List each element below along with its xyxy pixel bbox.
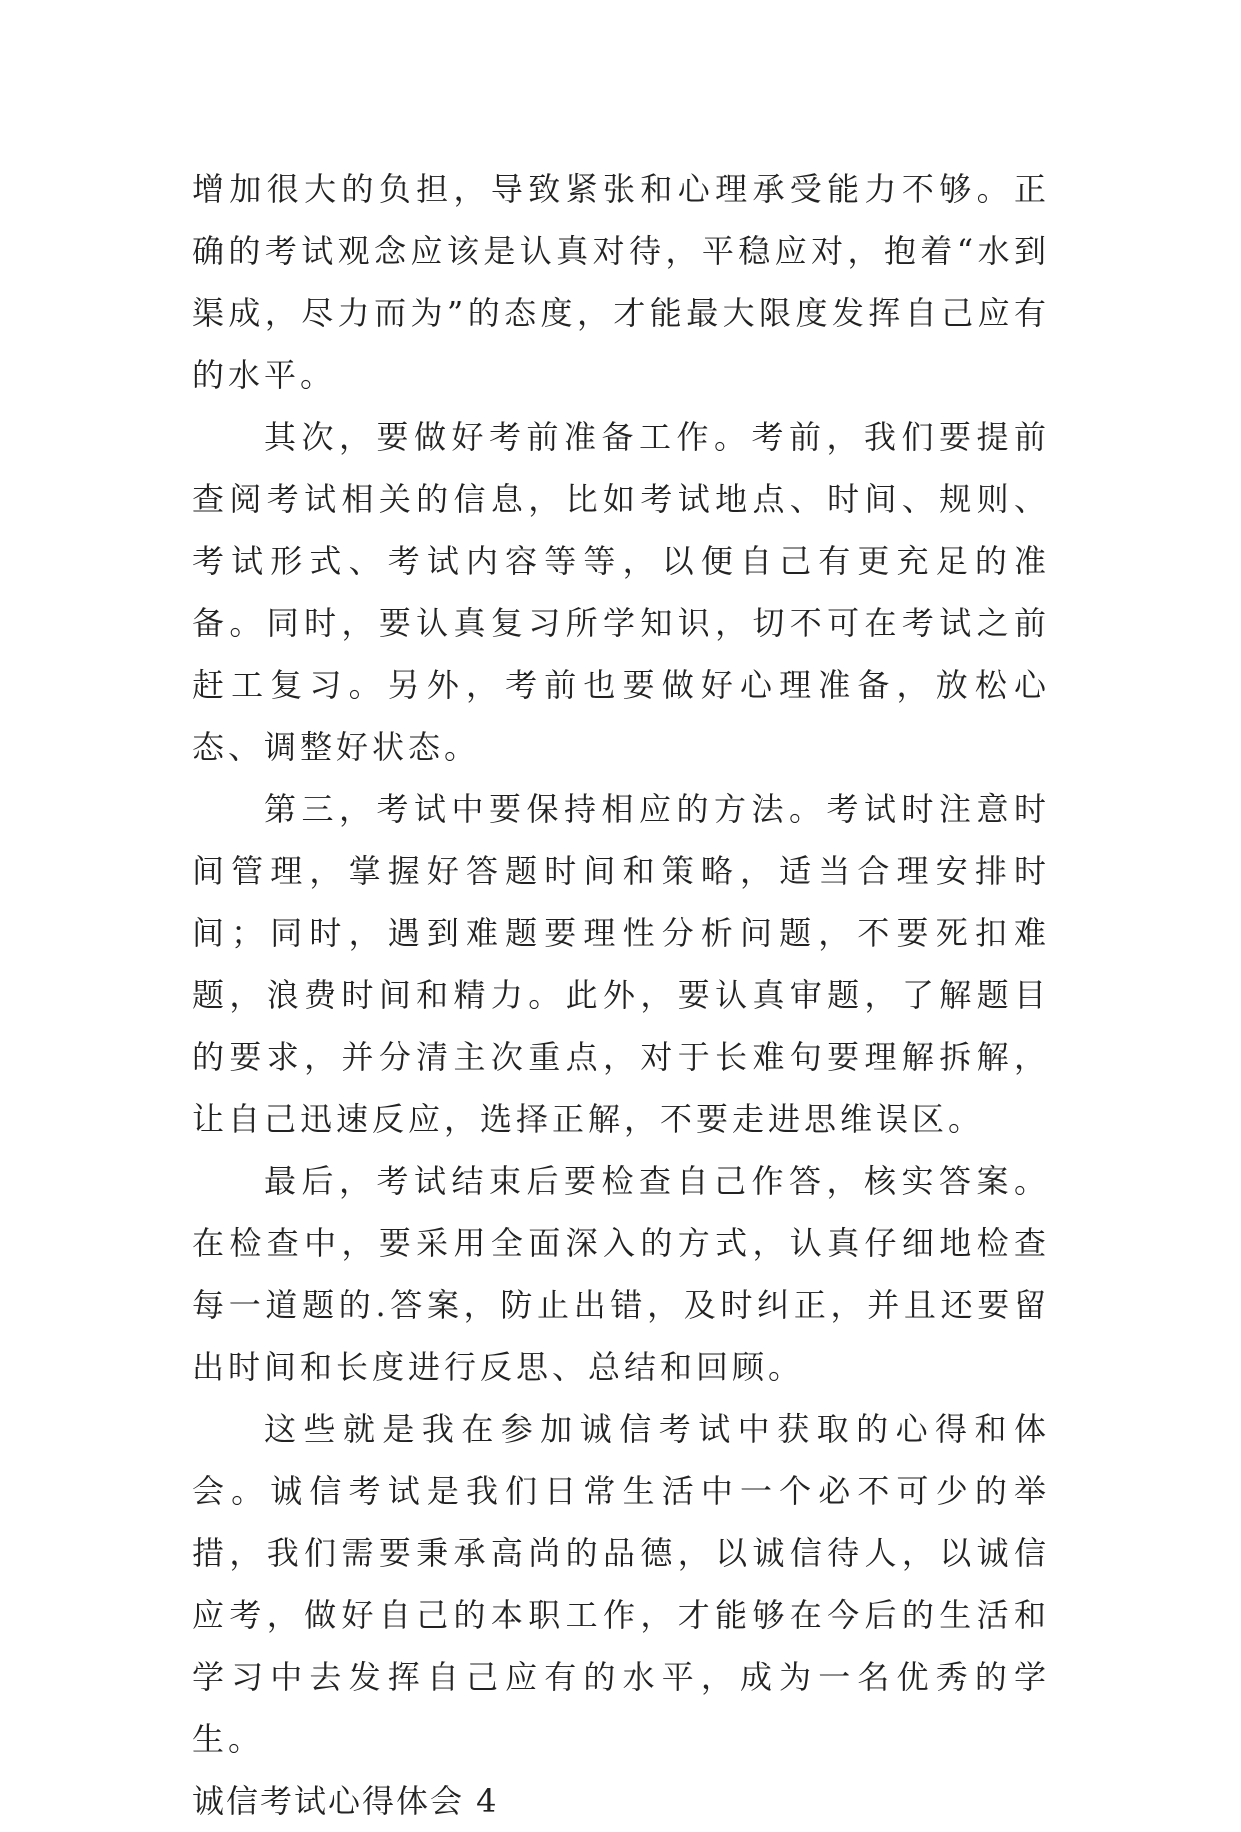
paragraph-exam-method: 第三，考试中要保持相应的方法。考试时注意时间管理，掌握好答题时间和策略，适当合理安排时间；同时，遇到难题要理性分析问题，不要死扣难题，浪费时间和精力。此外，要认真审题，了解题目的要求，并分清主次重点，对于长难句要理解拆解，让自己迅速反应，选择正解，不要走进思维误区。	[192, 790, 1050, 1138]
paragraph-preparation: 其次，要做好考前准备工作。考前，我们要提前查阅考试相关的信息，比如考试地点、时间、规则、考试形式、考试内容等等，以便自己有更充足的准备。同时，要认真复习所学知识，切不可在考试之前赶工复习。另外，考前也要做好心理准备，放松心态、调整好状态。	[192, 418, 1050, 766]
paragraph-after-exam: 最后，考试结束后要检查自己作答，核实答案。在检查中，要采用全面深入的方式，认真仔细地检查每一道题的.答案，防止出错，及时纠正，并且还要留出时间和长度进行反思、总结和回顾。	[192, 1162, 1050, 1386]
section-heading: 诚信考试心得体会 4	[192, 1782, 499, 1820]
paragraph-continuation: 增加很大的负担，导致紧张和心理承受能力不够。正确的考试观念应该是认真对待，平稳应对，抱着“水到渠成，尽力而为”的态度，才能最大限度发挥自己应有的水平。	[192, 170, 1050, 394]
document-page	[192, 158, 1050, 1832]
paragraph-conclusion: 这些就是我在参加诚信考试中获取的心得和体会。诚信考试是我们日常生活中一个必不可少的举措，我们需要秉承高尚的品德，以诚信待人，以诚信应考，做好自己的本职工作，才能够在今后的生活和学习中去发挥自己应有的水平，成为一名优秀的学生。	[192, 1410, 1050, 1758]
